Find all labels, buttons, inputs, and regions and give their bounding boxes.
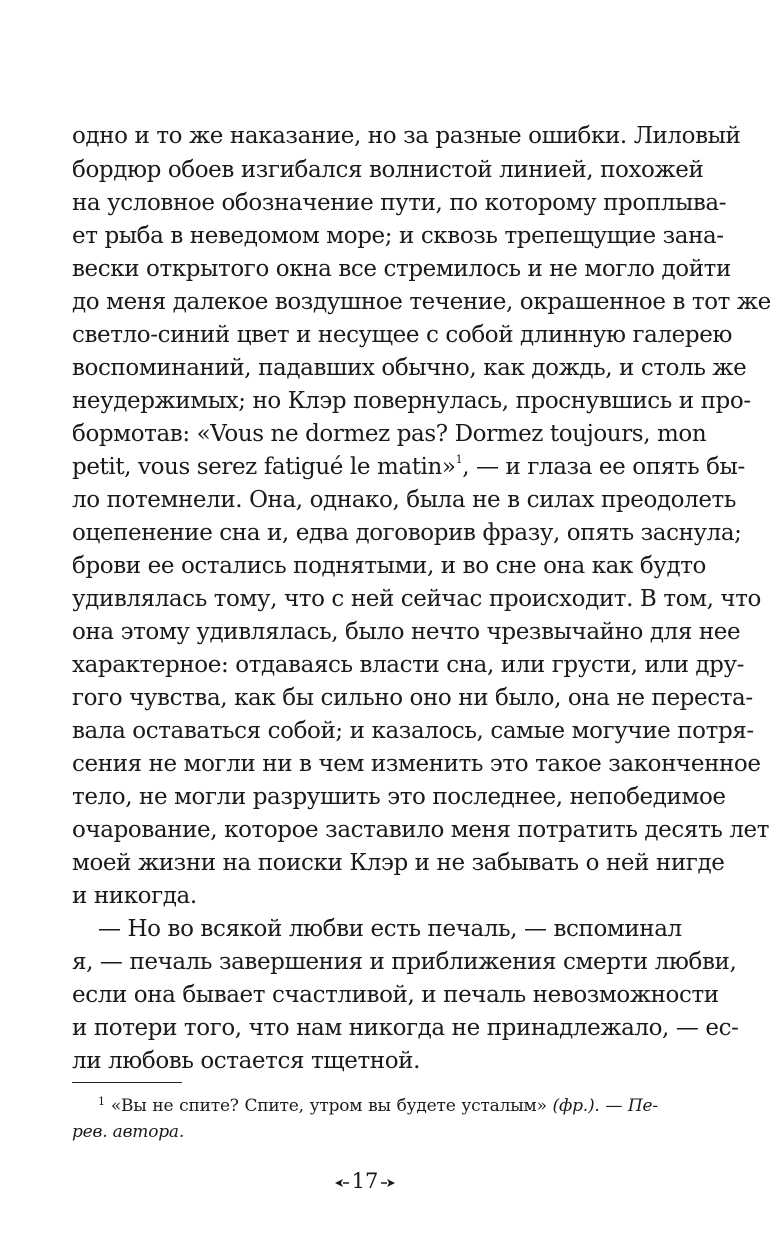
text-line: удивлялась тому, что с ней сейчас происходит. В том, что bbox=[72, 586, 761, 612]
text-line: если она бывает счастливой, и печаль невозможности bbox=[72, 982, 719, 1008]
text-line: брови ее остались поднятыми, и во сне она как будто bbox=[72, 553, 706, 579]
text-line: светло-синий цвет и несущее с собой длинную галерею bbox=[72, 322, 733, 348]
footnote bbox=[72, 1119, 658, 1145]
text-line: очарование, которое заставило меня потратить десять лет bbox=[72, 817, 770, 843]
text-line: на условное обозначение пути, по которому проплыва- bbox=[72, 190, 727, 216]
text-line: ли любовь остается тщетной. bbox=[72, 1048, 421, 1074]
footnote-source: (фр.). — Пе- bbox=[552, 1096, 658, 1116]
text-line: бормотав: «Vous ne dormez pas? Dormez toujours, mon bbox=[72, 421, 707, 447]
footnote-reference: 1 bbox=[455, 453, 463, 466]
footnote bbox=[72, 1093, 658, 1119]
footnote-text: «Вы не спите? Спите, утром вы будете усталым» bbox=[110, 1096, 547, 1116]
text-line: и потери того, что нам никогда не принадлежало, — ес- bbox=[72, 1015, 739, 1041]
text-line: я, — печаль завершения и приближения смерти любви, bbox=[72, 949, 737, 975]
page-number-value: 17 bbox=[351, 1169, 379, 1193]
text-line: оцепенение сна и, едва договорив фразу, опять заснула; bbox=[72, 520, 742, 546]
book-page bbox=[72, 0, 771, 1240]
ornament-left-icon bbox=[334, 1178, 350, 1188]
text-line: ло потемнели. Она, однако, была не в силах преодолеть bbox=[72, 487, 736, 513]
text-line: — Но во всякой любви есть печаль, — вспоминал bbox=[98, 916, 682, 942]
text-line: одно и то же наказание, но за разные ошибки. Лиловый bbox=[72, 123, 741, 149]
text-line: вала оставаться собой; и казалось, самые могучие потря- bbox=[72, 718, 754, 744]
text-line bbox=[72, 450, 745, 484]
text-line: и никогда. bbox=[72, 883, 197, 909]
text-line: она этому удивлялась, было нечто чрезвычайно для нее bbox=[72, 619, 741, 645]
text-line: воспоминаний, падавших обычно, как дождь, и столь же bbox=[72, 355, 747, 381]
text-line: до меня далекое воздушное течение, окрашенное в тот же bbox=[72, 289, 771, 315]
text-line: бордюр обоев изгибался волнистой линией, похожей bbox=[72, 157, 704, 183]
text-line: моей жизни на поиски Клэр и не забывать о ней нигде bbox=[72, 850, 725, 876]
page-number bbox=[72, 1168, 658, 1194]
text-line: характерное: отдаваясь власти сна, или грусти, или дру- bbox=[72, 652, 745, 678]
text-line: неудержимых; но Клэр повернулась, проснувшись и про- bbox=[72, 388, 751, 414]
footnote-mark: 1 bbox=[98, 1095, 105, 1108]
text-fragment: petit, vous serez fatigué le matin» bbox=[72, 454, 456, 480]
text-line: вески открытого окна все стремилось и не могло дойти bbox=[72, 256, 731, 282]
text-fragment: , — и глаза ее опять бы- bbox=[462, 454, 745, 480]
text-line: сения не могли ни в чем изменить это такое законченное bbox=[72, 751, 761, 777]
text-line: тело, не могли разрушить это последнее, непобедимое bbox=[72, 784, 726, 810]
text-line: ет рыба в неведомом море; и сквозь трепещущие зана- bbox=[72, 223, 724, 249]
footnote-source: рев. автора. bbox=[72, 1122, 185, 1142]
ornament-right-icon bbox=[380, 1178, 396, 1188]
footnote-separator bbox=[72, 1082, 182, 1083]
text-line: гого чувства, как бы сильно оно ни было, она не переста- bbox=[72, 685, 753, 711]
